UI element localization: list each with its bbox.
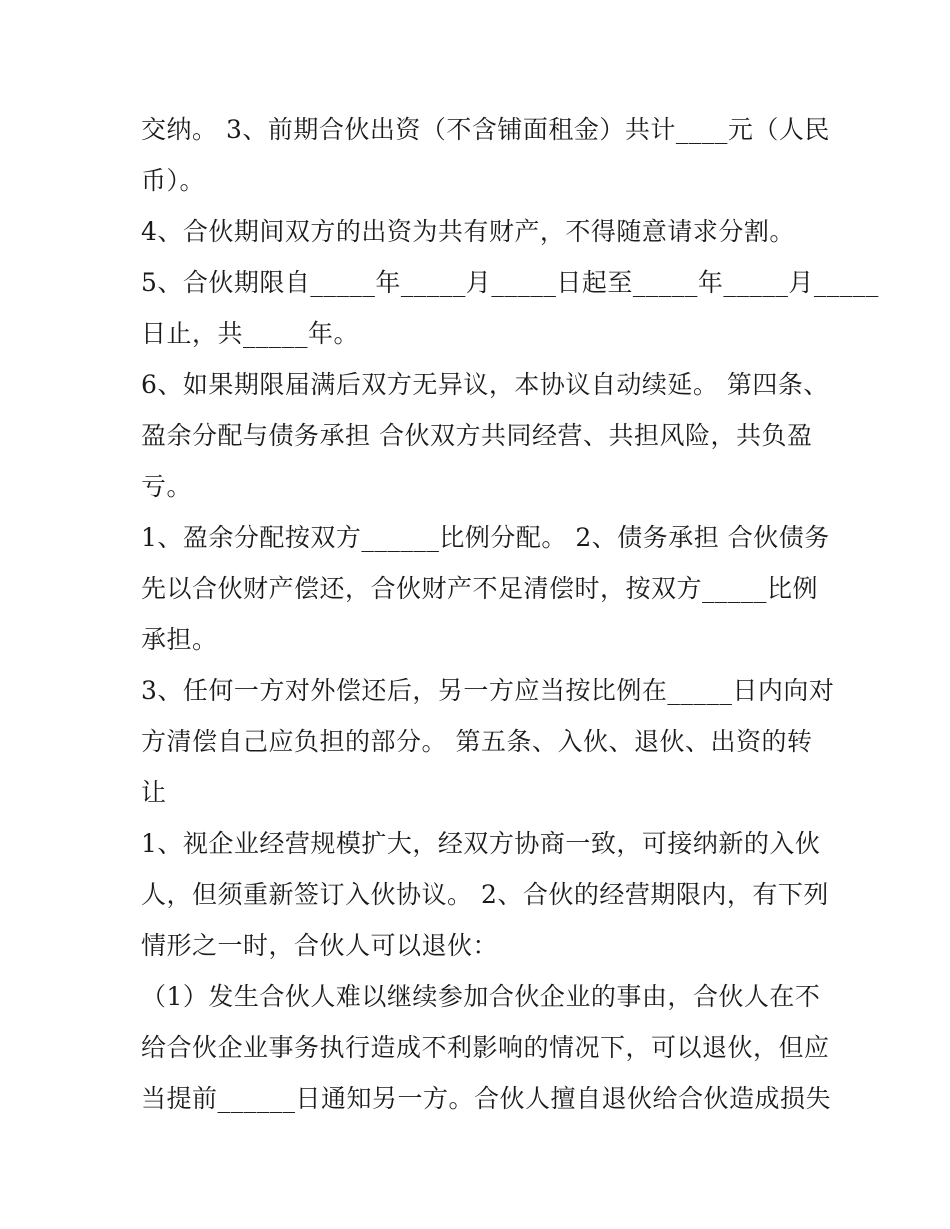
text-line: 交纳。 3、前期合伙出资（不含铺面租金）共计____元（人民 — [141, 115, 830, 144]
text-line: 5、合伙期限自_____年_____月_____日起至_____年_____月_____ — [141, 268, 879, 297]
text-line: 亏。 — [141, 472, 193, 501]
text-line: （1）发生合伙人难以继续参加合伙企业的事由，合伙人在不 — [141, 982, 821, 1011]
text-line: 让 — [141, 778, 167, 807]
text-line: 承担。 — [141, 625, 218, 654]
text-line: 情形之一时，合伙人可以退伙： — [141, 931, 499, 960]
text-line: 日止，共_____年。 — [141, 319, 360, 348]
text-line: 3、任何一方对外偿还后，另一方应当按比例在_____日内向对 — [141, 676, 835, 705]
text-line: 1、视企业经营规模扩大，经双方协商一致，可接纳新的入伙 — [141, 829, 821, 858]
text-line: 币）。 — [141, 166, 206, 195]
text-line: 盈余分配与债务承担 合伙双方共同经营、共担风险，共负盈 — [141, 421, 813, 450]
text-line: 1、盈余分配按双方______比例分配。 2、债务承担 合伙债务 — [141, 523, 830, 552]
text-line: 给合伙企业事务执行造成不利影响的情况下，可以退伙，但应 — [141, 1033, 830, 1062]
text-line: 方清偿自己应负担的部分。 第五条、入伙、退伙、出资的转 — [141, 727, 813, 756]
text-line: 4、合伙期间双方的出资为共有财产，不得随意请求分割。 — [141, 217, 795, 246]
body-text — [141, 104, 879, 1124]
text-line: 人，但须重新签订入伙协议。 2、合伙的经营期限内，有下列 — [141, 880, 829, 909]
text-line: 6、如果期限届满后双方无异议，本协议自动续延。 第四条、 — [141, 370, 829, 399]
text-line: 当提前______日通知另一方。合伙人擅自退伙给合伙造成损失 — [141, 1084, 832, 1113]
text-line: 先以合伙财产偿还，合伙财产不足清偿时，按双方_____比例 — [141, 574, 819, 603]
